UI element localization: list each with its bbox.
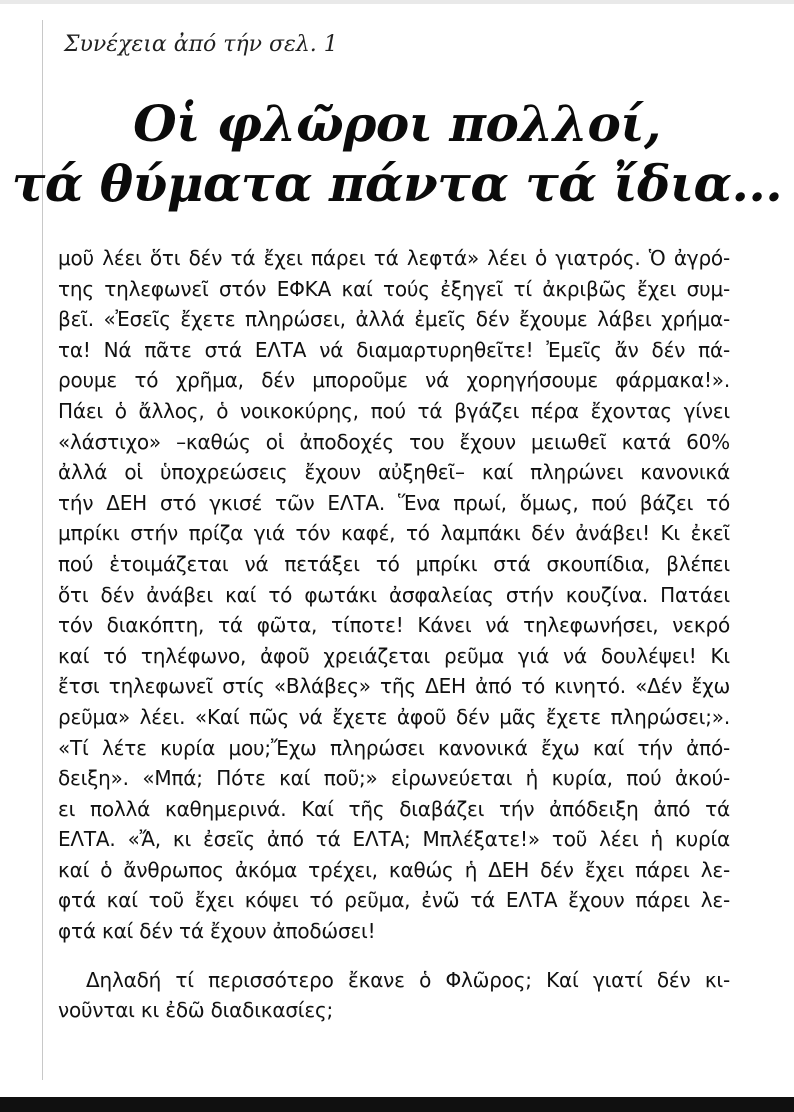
body-line: δειξη». «Μπά; Πότε καί ποῦ;» εἰρωνεύεται ἡ κυρία, πού ἀκού- — [58, 766, 730, 791]
body-line: πού ἑτοιμάζεται νά πετάξει τό μπρίκι στά σκουπίδια, βλέπει — [58, 551, 730, 576]
body-line: ἔτσι τηλεφωνεῖ στίς «Βλάβες» τῆς ΔΕΗ ἀπό τό κινητό. «Δέν ἔχω — [58, 674, 730, 699]
body-line: τα! Νά πᾶτε στά ΕΛΤΑ νά διαμαρτυρηθεῖτε! Ἐμεῖς ἄν δέν πά- — [58, 337, 730, 362]
body-line: βεῖ. «Ἐσεῖς ἔχετε πληρώσει, ἀλλά ἐμεῖς δέν ἔχουμε λάβει χρήμα- — [58, 307, 730, 332]
paragraph-2 — [58, 965, 730, 1026]
headline-line-1: Οἱ φλῶροι πολλοί, — [133, 94, 661, 153]
body-line: ρεῦμα» λέει. «Καί πῶς νά ἔχετε ἀφοῦ δέν μᾶς ἔχετε πληρώσει;». — [58, 704, 730, 729]
body-line: «Τί λέτε κυρία μου;Ἔχω πληρώσει κανονικά ἔχω καί τήν ἀπό- — [58, 735, 730, 760]
body-line: τόν διακόπτη, τά φῶτα, τίποτε! Κάνει νά τηλεφωνήσει, νεκρό — [58, 613, 730, 638]
body-line: ἀλλά οἱ ὑποχρεώσεις ἔχουν αὐξηθεῖ– καί πληρώνει κανονικά — [58, 460, 730, 485]
body-line: ὅτι δέν ἀνάβει καί τό φωτάκι ἀσφαλείας στήν κουζίνα. Πατάει — [58, 582, 730, 607]
body-line: μπρίκι στήν πρίζα γιά τόν καφέ, τό λαμπάκι δέν ἀνάβει! Κι ἐκεῖ — [58, 521, 730, 546]
article-headline — [0, 94, 794, 214]
body-line: φτά καί τοῦ ἔχει κόψει τό ρεῦμα, ἐνῶ τά ΕΛΤΑ ἔχουν πάρει λε- — [58, 888, 730, 913]
body-line: Πάει ὁ ἄλλος, ὁ νοικοκύρης, πού τά βγάζει πέρα ἔχοντας γίνει — [58, 398, 730, 423]
top-rule — [0, 0, 794, 4]
body-line: τήν ΔΕΗ στό γκισέ τῶν ΕΛΤΑ. Ἕνα πρωί, ὅμως, πού βάζει τό — [58, 490, 730, 515]
body-line: φτά καί δέν τά ἔχουν ἀποδώσει! — [58, 919, 376, 944]
article-body — [58, 243, 730, 1026]
bottom-rule — [0, 1097, 794, 1112]
headline-line-2: τά θύματα πάντα τά ἴδια... — [11, 154, 783, 213]
body-line: της τηλεφωνεῖ στόν ΕΦΚΑ καί τούς ἐξηγεῖ τί ἀκριβῶς ἔχει συμ- — [58, 276, 730, 301]
continuation-note: Συνέχεια ἀπό τήν σελ. 1 — [64, 32, 338, 57]
body-line: καί ὁ ἄνθρωπος ἀκόμα τρέχει, καθώς ἡ ΔΕΗ δέν ἔχει πάρει λε- — [58, 857, 730, 882]
body-line: καί τό τηλέφωνο, ἀφοῦ χρειάζεται ρεῦμα γιά νά δουλέψει! Κι — [58, 643, 730, 668]
body-line: «λάστιχο» –καθώς οἱ ἀποδοχές του ἔχουν μειωθεῖ κατά 60% — [58, 429, 730, 454]
body-line: ΕΛΤΑ. «Ἄ, κι ἐσεῖς ἀπό τά ΕΛΤΑ; Μπλέξατε!» τοῦ λέει ἡ κυρία — [58, 827, 730, 852]
body-line: νοῦνται κι ἐδῶ διαδικασίες; — [58, 998, 334, 1023]
body-line: ει πολλά καθημερινά. Καί τῆς διαβάζει τήν ἀπόδειξη ἀπό τά — [58, 796, 730, 821]
body-line: ρουμε τό χρῆμα, δέν μποροῦμε νά χορηγήσουμε φάρμακα!». — [58, 368, 730, 393]
body-line: Δηλαδή τί περισσότερο ἔκανε ὁ Φλῶρος; Καί γιατί δέν κι- — [86, 967, 730, 992]
paragraph-1 — [58, 243, 730, 947]
body-line: μοῦ λέει ὅτι δέν τά ἔχει πάρει τά λεφτά» λέει ὁ γιατρός. Ὁ ἀγρό- — [58, 246, 730, 270]
